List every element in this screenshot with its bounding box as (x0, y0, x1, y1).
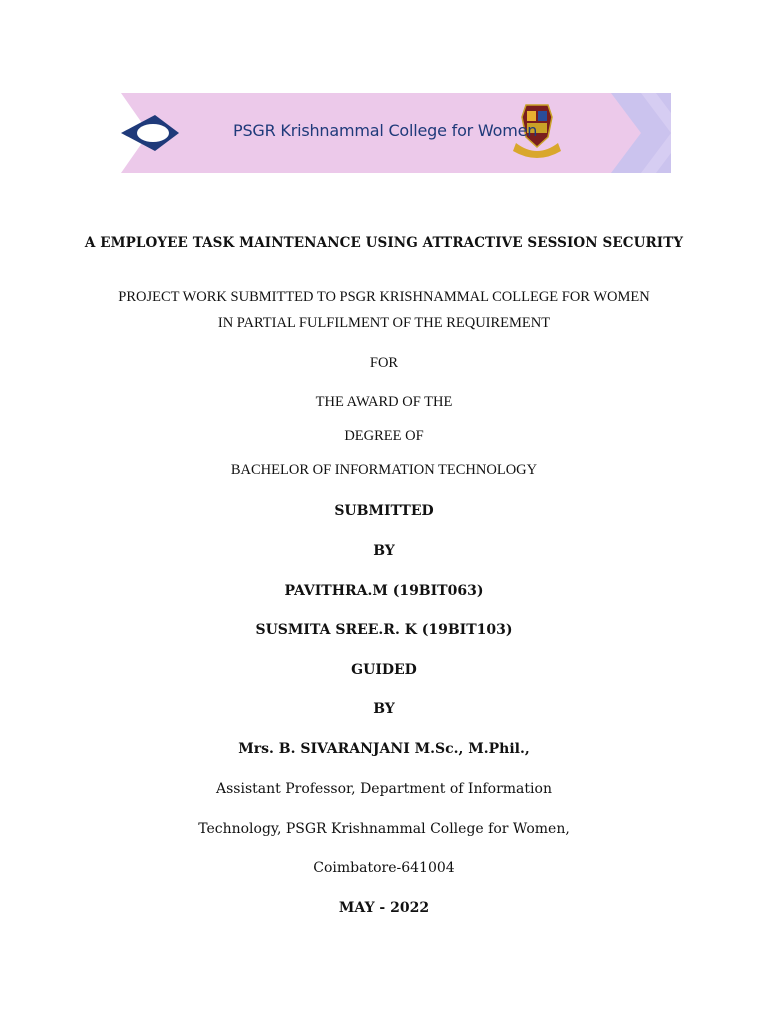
student-1: PAVITHRA.M (19BIT063) (284, 583, 484, 599)
submission-line-2: IN PARTIAL FULFILMENT OF THE REQUIREMENT (217, 315, 551, 331)
degree-name: BACHELOR OF INFORMATION TECHNOLOGY (230, 462, 538, 478)
city-line: Coimbatore-641004 (313, 860, 455, 876)
student-2: SUSMITA SREE.R. K (19BIT103) (255, 622, 513, 638)
college-banner (121, 93, 671, 173)
submitted-label: SUBMITTED (334, 503, 434, 519)
by-label-1: BY (373, 543, 395, 559)
for-label: FOR (369, 355, 399, 371)
degree-of-label: DEGREE OF (344, 428, 424, 444)
guide-role-line-2: Technology, PSGR Krishnammal College for Women, (198, 821, 570, 837)
college-name: PSGR Krishnammal College for Women (233, 121, 538, 140)
award-label: THE AWARD OF THE (315, 394, 453, 410)
guide-name: Mrs. B. SIVARANJANI M.Sc., M.Phil., (238, 741, 530, 757)
by-label-2: BY (373, 701, 395, 717)
submission-date: MAY - 2022 (338, 900, 430, 916)
project-title: A EMPLOYEE TASK MAINTENANCE USING ATTRACTIVE SESSION SECURITY (84, 235, 684, 251)
submission-line-1: PROJECT WORK SUBMITTED TO PSGR KRISHNAMMAL COLLEGE FOR WOMEN (118, 289, 650, 305)
guided-label: GUIDED (351, 662, 417, 678)
guide-role-line-1: Assistant Professor, Department of Information (216, 781, 552, 797)
